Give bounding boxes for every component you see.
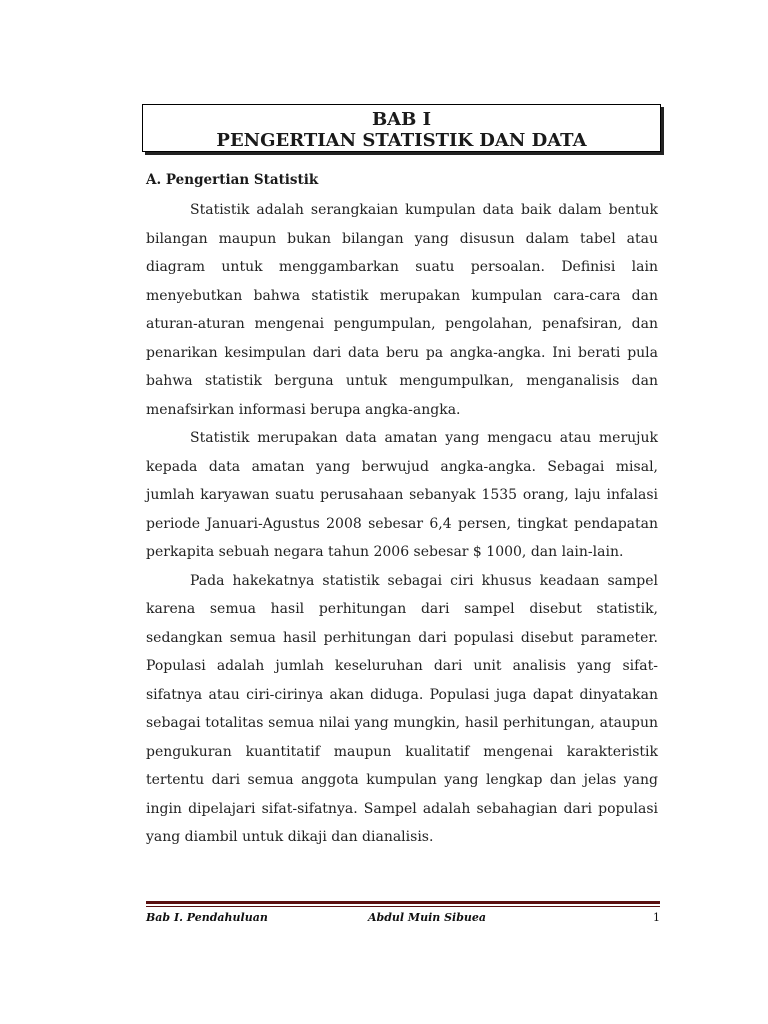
- paragraph: Statistik merupakan data amatan yang mengacu atau merujuk kepada data amatan yang berwujud angka-angka. Sebagai misal, jumlah karyawan suatu perusahaan sebanyak 1535 orang, laju infalasi periode Januari-Agustus 2008 sebesar 6,4 persen, tingkat pendapatan perkapita sebuah negara tahun 2006 sebesar $ 1000, dan lain-lain.: [146, 430, 658, 560]
- footer-rule-thin: [146, 906, 660, 907]
- paragraph: Pada hakekatnya statistik sebagai ciri khusus keadaan sampel karena semua hasil perhitungan dari sampel disebut statistik, sedangkan semua hasil perhitungan dari populasi disebut parameter. Populasi adalah jumlah keseluruhan dari unit analisis yang sifat-sifatnya atau ciri-cirinya akan diduga. Populasi juga dapat dinyatakan sebagai totalitas semua nilai yang mungkin, hasil perhitungan, ataupun pengukuran kuantitatif maupun kualitatif mengenai karakteristik tertentu dari semua anggota kumpulan yang lengkap dan jelas yang ingin dipelajari sifat-sifatnya. Sampel adalah sebahagian dari populasi yang diambil untuk dikaji dan dianalisis.: [146, 572, 658, 845]
- footer-rule: [146, 901, 660, 904]
- chapter-title: PENGERTIAN STATISTIK DAN DATA: [216, 130, 587, 151]
- paragraph: Statistik adalah serangkaian kumpulan data baik dalam bentuk bilangan maupun bukan bilangan yang disusun dalam tabel atau diagram untuk menggambarkan suatu persoalan. Definisi lain menyebutkan bahwa statistik merupakan kumpulan cara-cara dan aturan-aturan mengenai pengumpulan, pengolahan, penafsiran, dan penarikan kesimpulan dari data beru pa angka-angka. Ini berati pula bahwa statistik berguna untuk mengumpulkan, menganalisis dan menafsirkan informasi berupa angka-angka.: [146, 202, 658, 418]
- chapter-number: BAB I: [371, 109, 432, 130]
- section-heading: A. Pengertian Statistik: [146, 172, 319, 188]
- body-text: [146, 196, 658, 852]
- page-number: 1: [653, 911, 660, 924]
- footer-chapter: Bab I. Pendahuluan: [146, 911, 268, 924]
- chapter-title-box: [142, 104, 661, 152]
- footer-author: Abdul Muin Sibuea: [368, 911, 487, 924]
